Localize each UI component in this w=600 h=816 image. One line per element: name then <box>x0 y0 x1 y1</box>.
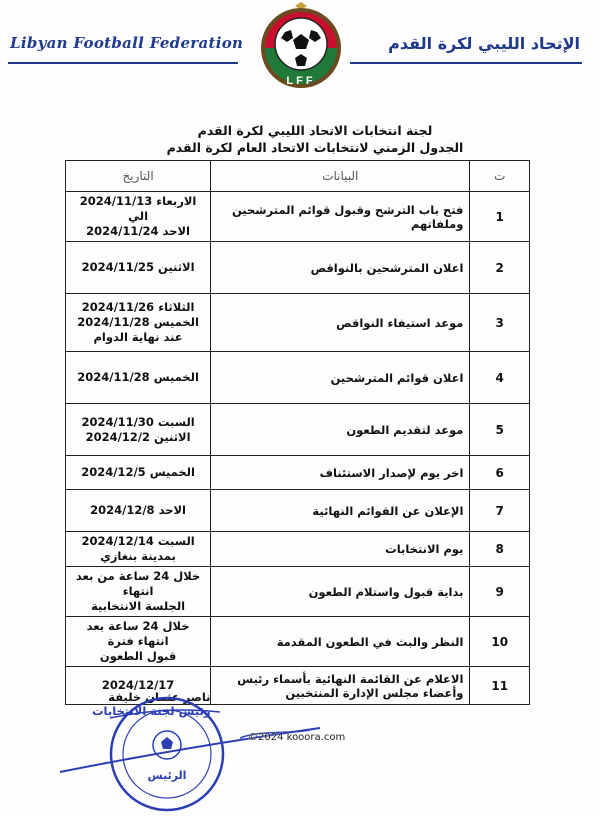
row-date <box>66 242 211 294</box>
row-date <box>66 192 211 242</box>
row-description: اعلان المترشحين بالنواقص <box>211 242 470 294</box>
row-number: 2 <box>470 242 530 294</box>
header-number: ت <box>470 161 530 192</box>
date-line: خلال 24 ساعة بعد انتهاء فترة <box>86 619 190 648</box>
signatory-name: ناصر عثمان خليفة <box>108 690 211 704</box>
table-row <box>66 242 530 294</box>
table-row <box>66 456 530 490</box>
date-line: 2024/12/17 <box>101 678 175 692</box>
date-line: الاربعاء 2024/11/13 <box>79 194 197 208</box>
row-description: الإعلان عن القوائم النهائية <box>211 490 470 532</box>
row-date <box>66 294 211 352</box>
table-row <box>66 192 530 242</box>
row-date <box>66 404 211 456</box>
date-line: الاثنين 2024/11/25 <box>81 260 195 274</box>
date-line: بمدينة بنغازي <box>100 549 176 563</box>
watermark: ©2024 kooora.com <box>248 732 346 743</box>
row-description: موعد لتقديم الطعون <box>211 404 470 456</box>
row-description: النظر والبث في الطعون المقدمة <box>211 617 470 667</box>
row-number: 8 <box>470 532 530 567</box>
row-description: اعلان قوائم المترشحين <box>211 352 470 404</box>
table-row <box>66 532 530 567</box>
row-number: 11 <box>470 667 530 705</box>
header-data: البيانات <box>211 161 470 192</box>
row-date <box>66 617 211 667</box>
document-titles <box>150 122 480 156</box>
signatory-title: رئيس لجنة الانتخابات <box>92 704 211 718</box>
row-date <box>66 567 211 617</box>
date-line: الاحد 2024/12/8 <box>90 503 187 517</box>
table-row <box>66 490 530 532</box>
row-description: الاعلام عن القائمة النهائية بأسماء رئيس وأعضاء مجلس الإدارة المنتخبين <box>211 667 470 705</box>
row-number: 9 <box>470 567 530 617</box>
row-description: يوم الانتخابات <box>211 532 470 567</box>
date-line: الخميس 2024/12/5 <box>81 465 195 479</box>
row-description: بداية قبول واستلام الطعون <box>211 567 470 617</box>
row-number: 1 <box>470 192 530 242</box>
table-body <box>66 192 530 705</box>
date-line: الجلسة الانتخابية <box>91 599 186 613</box>
table-row <box>66 567 530 617</box>
table-row <box>66 617 530 667</box>
row-number: 4 <box>470 352 530 404</box>
schedule-title: الجدول الزمني لانتخابات الاتحاد العام لكرة القدم <box>166 140 464 155</box>
table-row <box>66 404 530 456</box>
election-schedule-table <box>65 160 530 705</box>
date-line: السبت 2024/11/30 <box>81 414 195 429</box>
federation-name-arabic: الإتحاد الليبي لكرة القدم <box>388 34 580 53</box>
date-line: الي <box>128 209 149 223</box>
official-stamp <box>108 695 226 813</box>
svg-text:LFF: LFF <box>286 75 316 87</box>
row-number: 10 <box>470 617 530 667</box>
row-date <box>66 532 211 567</box>
header-divider-left <box>8 62 238 64</box>
row-number: 3 <box>470 294 530 352</box>
row-number: 7 <box>470 490 530 532</box>
svg-text:الرئيس: الرئيس <box>147 769 187 782</box>
row-date <box>66 456 211 490</box>
row-description: موعد استيفاء النواقص <box>211 294 470 352</box>
committee-title: لجنة انتخابات الاتحاد الليبي لكرة القدم <box>197 123 433 138</box>
row-description: فتح باب الترشح وقبول قوائم المترشحين وملفاتهم <box>211 192 470 242</box>
row-number: 5 <box>470 404 530 456</box>
table-row <box>66 352 530 404</box>
row-date <box>66 490 211 532</box>
row-description: اخر يوم لإصدار الاستئناف <box>211 456 470 490</box>
date-line: الاثنين 2024/12/2 <box>85 429 191 444</box>
date-line: السبت 2024/12/14 <box>81 534 195 548</box>
header-divider-right <box>350 62 582 64</box>
date-line: الاحد 2024/11/24 <box>86 224 191 238</box>
header-date: التاريخ <box>66 161 211 192</box>
date-line: عند نهاية الدوام <box>93 330 183 344</box>
table-header-row <box>66 161 530 192</box>
row-date <box>66 352 211 404</box>
federation-logo <box>255 2 347 98</box>
date-line: الثلاثاء 2024/11/26 <box>81 300 195 314</box>
date-line: الخميس 2024/11/28 <box>77 370 199 384</box>
date-line: الخميس 2024/11/28 <box>77 315 199 329</box>
date-line: قبول الطعون <box>99 649 177 663</box>
table-row <box>66 294 530 352</box>
date-line: خلال 24 ساعة من بعد انتهاء <box>75 569 201 598</box>
row-number: 6 <box>470 456 530 490</box>
federation-name-english: Libyan Football Federation <box>10 34 244 52</box>
